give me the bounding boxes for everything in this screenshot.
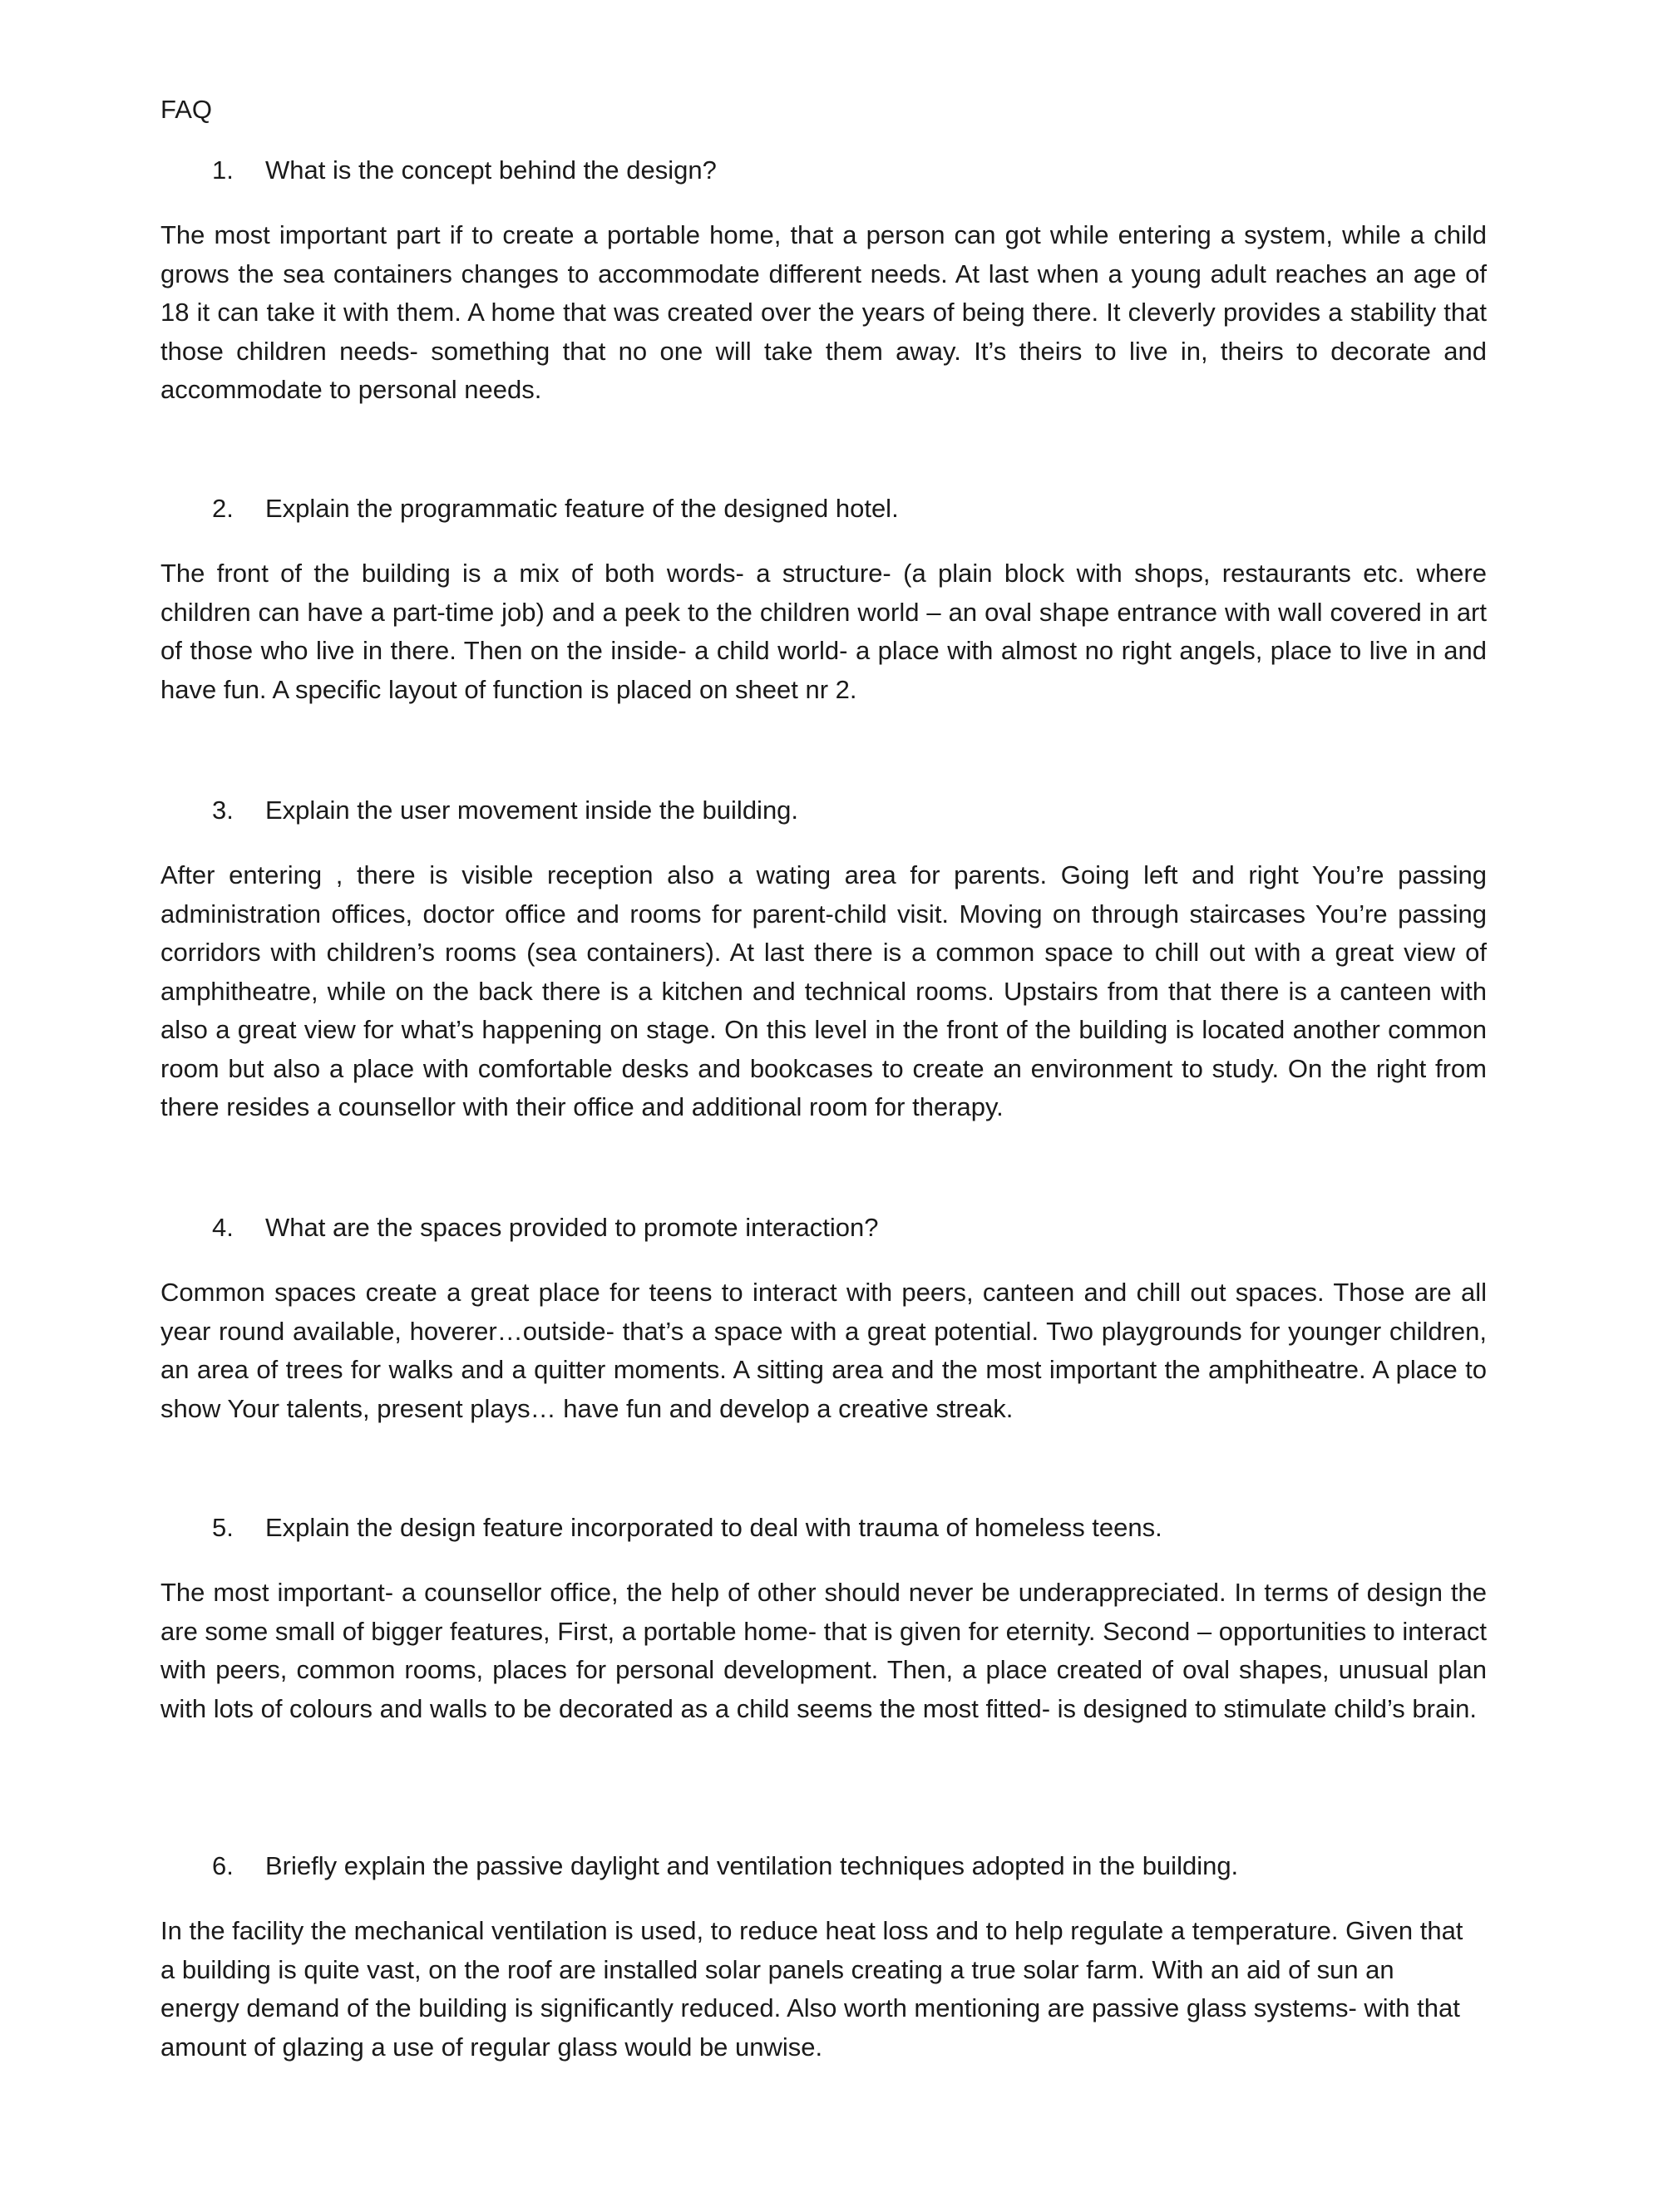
question-number: 2. <box>212 494 234 523</box>
faq-item-4 <box>160 1211 1487 1428</box>
answer-paragraph: The most important- a counsellor office, the help of other should never be underappreciated. In terms of design the are some small of bigger features, First, a portable home- that is given for eternity. Second – opportunities to interact with peers, common rooms, places for personal development. Then, a place created of oval shapes, unusual plan with lots of colours and walls to be decorated as a child seems the most fitted- is designed to stimulate child’s brain. <box>160 1578 1488 1723</box>
question-text: Briefly explain the passive daylight and ventilation techniques adopted in the building. <box>265 1851 1239 1880</box>
question-number: 6. <box>212 1851 234 1880</box>
question-heading <box>160 1850 1487 1883</box>
faq-item-6 <box>160 1850 1487 2067</box>
question-heading <box>160 154 1487 187</box>
question-heading <box>160 1211 1487 1244</box>
answer-paragraph: In the facility the mechanical ventilation is used, to reduce heat loss and to help regulate a temperature. Given that a building is quite vast, on the roof are installed solar panels creating a true solar farm. With an aid of sun an energy demand of the building is significantly reduced. Also worth mentioning are passive glass systems- with that amount of glazing a use of regular glass would be unwise. <box>160 1916 1463 2062</box>
answer-paragraph: After entering , there is visible reception also a wating area for parents. Going left and right You’re passing administration offices, doctor office and rooms for parent-child visit. Moving on through staircases You’re passing corridors with children’s rooms (sea containers). At last there is a common space to chill out with a great view of amphitheatre, while on the back there is a kitchen and technical rooms. Upstairs from that there is a canteen with also a great view for what’s happening on stage. On this level in the front of the building is located another common room but also a place with comfortable desks and bookcases to create an environment to study. On the right from there resides a counsellor with their office and additional room for therapy. <box>160 860 1487 1121</box>
question-text: Explain the user movement inside the building. <box>265 796 799 825</box>
answer-paragraph: The most important part if to create a portable home, that a person can got while entering a system, while a child grows the sea containers changes to accommodate different needs. At last when a young adult reaches an age of 18 it can take it with them. A home that was created over the years of being there. It cleverly provides a stability that those children needs- something that no one will take them away. It’s theirs to live in, theirs to decorate and accommodate to personal needs. <box>160 220 1487 404</box>
question-text: Explain the design feature incorporated to deal with trauma of homeless teens. <box>265 1513 1162 1542</box>
question-text: What is the concept behind the design? <box>265 155 717 185</box>
answer-paragraph: The front of the building is a mix of both words- a structure- (a plain block with shops, restaurants etc. where children can have a part-time job) and a peek to the children world – an oval shape entrance with wall covered in art of those who live in there. Then on the inside- a child world- a place with almost no right angels, place to live in and have fun. A specific layout of function is placed on sheet nr 2. <box>160 559 1487 704</box>
faq-item-2 <box>160 492 1487 709</box>
question-heading <box>160 1511 1487 1544</box>
faq-item-1 <box>160 154 1487 410</box>
faq-item-3 <box>160 794 1487 1127</box>
question-heading <box>160 492 1487 525</box>
question-number: 1. <box>212 155 234 185</box>
answer-paragraph: Common spaces create a great place for teens to interact with peers, canteen and chill out spaces. Those are all year round available, hoverer…outside- that’s a space with a great potential. Two playgrounds for younger children, an area of trees for walks and a quitter moments. A sitting area and the most important the amphitheatre. A place to show Your talents, present plays… have fun and develop a creative streak. <box>160 1278 1487 1423</box>
document-title: FAQ <box>160 95 213 124</box>
question-heading <box>160 794 1487 827</box>
question-text: What are the spaces provided to promote interaction? <box>265 1213 879 1242</box>
question-text: Explain the programmatic feature of the designed hotel. <box>265 494 899 523</box>
faq-item-5 <box>160 1511 1487 1728</box>
question-number: 4. <box>212 1213 234 1242</box>
question-number: 3. <box>212 796 234 825</box>
question-number: 5. <box>212 1513 234 1542</box>
